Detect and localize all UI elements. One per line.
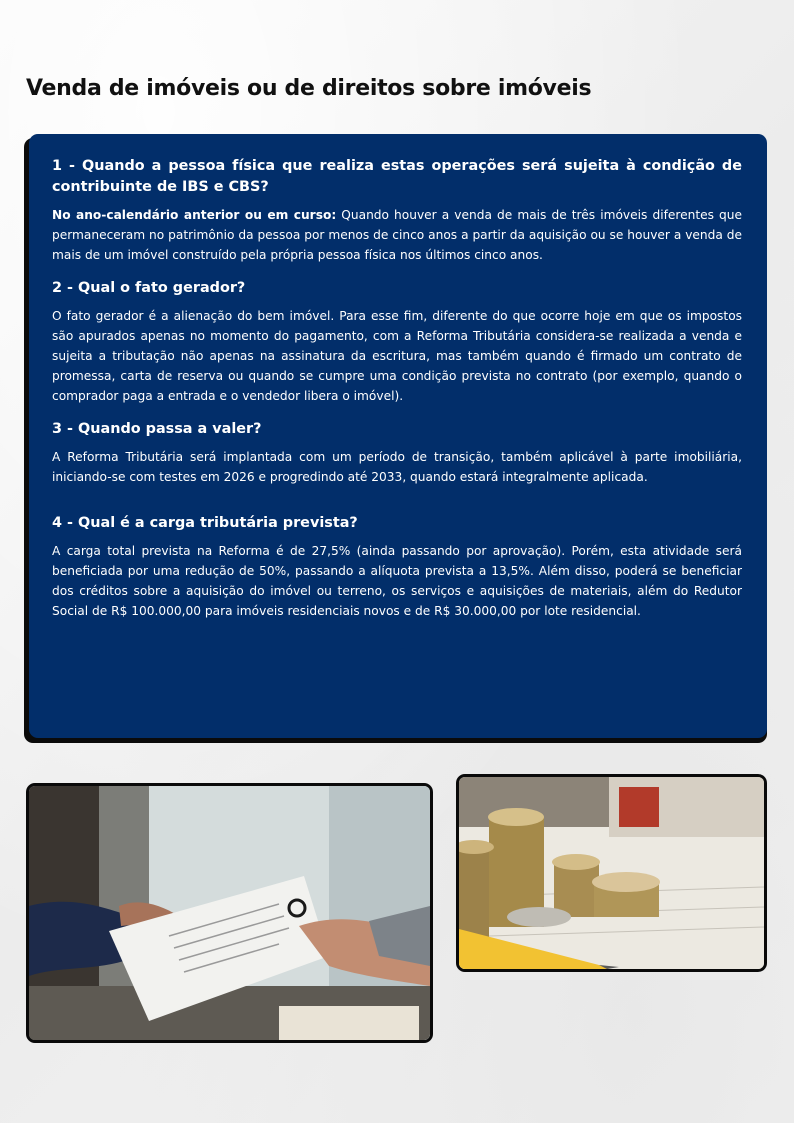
section-text: Quando houver a venda de mais de três imóveis diferentes que permaneceram no patrimônio da pessoa por menos de cinco anos a partir da aquisição ou se houver a venda de mais de um imóvel construído pela própria pessoa física nos últimos cinco anos. — [52, 208, 742, 262]
section-title: 4 - Qual é a carga tributária prevista? — [52, 515, 358, 531]
section-fato-gerador — [52, 278, 742, 406]
section-title: 3 - Quando passa a valer? — [52, 421, 262, 437]
section-lead: No ano-calendário anterior ou em curso: — [52, 208, 337, 222]
handshake-document-photo — [26, 783, 433, 1043]
section-body: A Reforma Tributária será implantada com um período de transição, também aplicável à parte imobiliária, iniciando-se com testes em 2026 e progredindo até 2033, quando estará integralmente aplicada. — [52, 450, 742, 484]
section-body: A carga total prevista na Reforma é de 27,5% (ainda passando por aprovação). Porém, esta atividade será beneficiada por uma redução de 50%, passando a alíquota prevista a 13,5%. Além disso, poderá se beneficiar dos créditos sobre a aquisição do imóvel ou terreno, os serviços e aquisições de materiais, além do Redutor Social de R$ 100.000,00 para imóveis residenciais novos e de R$ 30.000,00 por lote residencial. — [52, 544, 742, 618]
section-title: 2 - Qual o fato gerador? — [52, 280, 246, 296]
page-title: Venda de imóveis ou de direitos sobre imóveis — [26, 76, 592, 101]
section-carga-tributaria — [52, 513, 742, 621]
info-card — [29, 134, 767, 738]
section-body: O fato gerador é a alienação do bem imóvel. Para esse fim, diferente do que ocorre hoje em que os impostos são apurados apenas no momento do pagamento, com a Reforma Tributária considera-se realizada a venda e sujeita a tributação não apenas na assinatura da escritura, mas também quando é firmado um contrato de promessa, carta de reserva ou quando se cumpre uma condição prevista no contrato (por exemplo, quando o comprador paga a entrada e o vendedor libera o imóvel). — [52, 309, 742, 403]
section-contribuinte — [52, 156, 742, 265]
section-vigencia — [52, 419, 742, 487]
section-title: 1 - Quando a pessoa física que realiza estas operações será sujeita à condição de contribuinte de IBS e CBS? — [52, 158, 742, 195]
coins-pencil-photo — [456, 774, 767, 972]
coins-illustration — [459, 777, 764, 969]
document-handover-illustration — [29, 786, 430, 1040]
section-body — [52, 205, 742, 265]
